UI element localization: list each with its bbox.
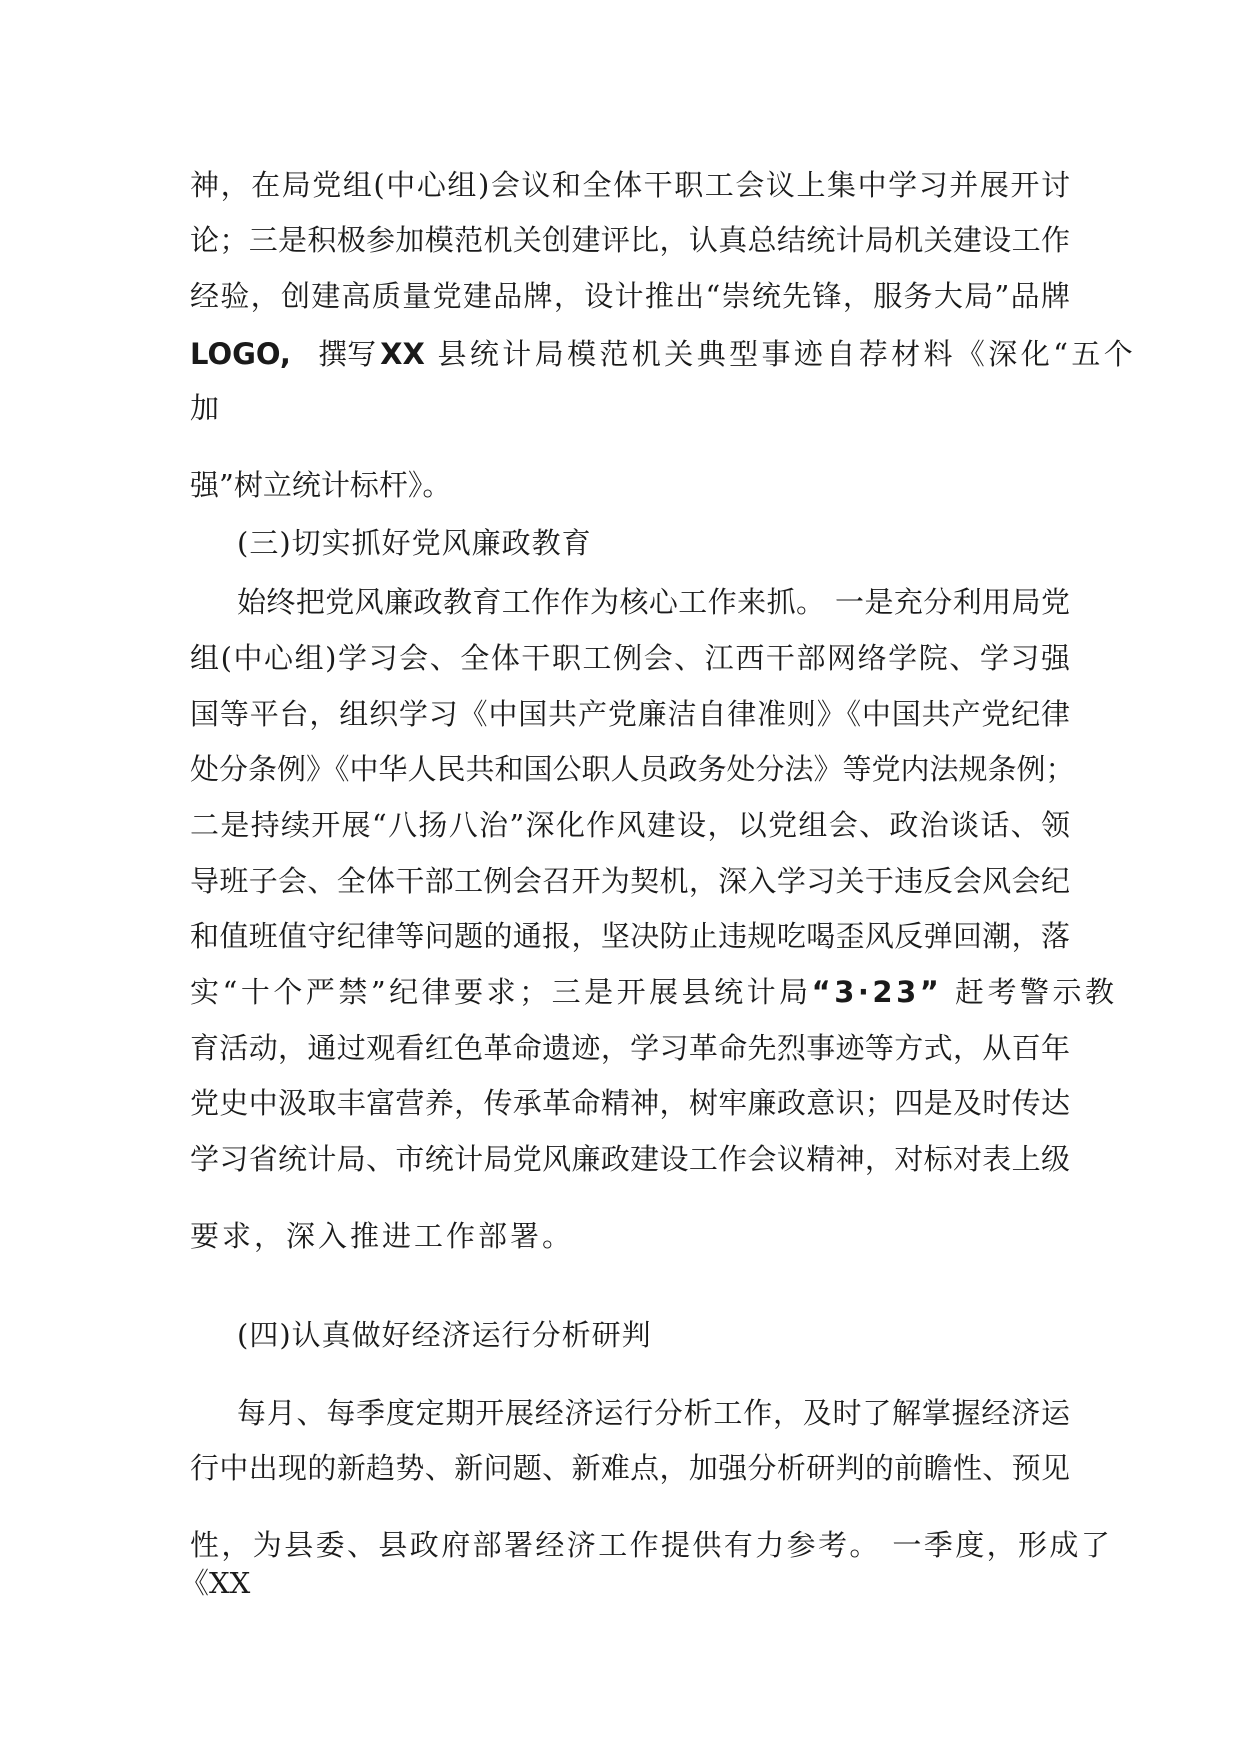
paragraph-line: 论；三是积极参加模范机关创建评比，认真总结统计局机关建设工作 [190, 223, 1070, 257]
paragraph-line: 经验，创建高质量党建品牌，设计推出“崇统先锋，服务大局”品牌 [190, 279, 1070, 313]
text-segment: 撰写 [308, 337, 377, 371]
text-segment: 实“十个严禁”纪律要求；三是开展县统计局 [190, 975, 812, 1009]
paragraph-line: 要求，深入推进工作部署。 [190, 1219, 575, 1253]
paragraph-line: 强”树立统计标杆》。 [190, 468, 452, 502]
paragraph-line: 党史中汲取丰富营养，传承革命精神，树牢廉政意识；四是及时传达 [190, 1086, 1070, 1120]
text-segment: 县统计局模范机关典型事迹自荐材料《深化“五个 [424, 337, 1137, 371]
paragraph-line: 组(中心组)学习会、全体干职工例会、江西干部网络学院、学习强 [190, 641, 1070, 675]
county-name-bold: XX [380, 337, 425, 371]
paragraph-line: 育活动，通过观看红色革命遗迹，学习革命先烈事迹等方式，从百年 [190, 1031, 1070, 1065]
paragraph-line-mixed [190, 334, 1137, 374]
paragraph-line: 行中出现的新趋势、新问题、新难点，加强分析研判的前瞻性、预见 [190, 1451, 1070, 1485]
paragraph-line: 加 [190, 391, 220, 425]
paragraph-line-mixed [190, 972, 1118, 1012]
paragraph-line: 导班子会、全体干部工例会召开为契机，深入学习关于违反会风会纪 [190, 864, 1070, 898]
paragraph-line: 《XX [180, 1566, 251, 1600]
paragraph-line: 国等平台，组织学习《中国共产党廉洁自律准则》《中国共产党纪律 [190, 697, 1070, 731]
section-heading-4: (四)认真做好经济运行分析研判 [237, 1318, 652, 1352]
logo-text: LOGO, [190, 337, 291, 371]
paragraph-line: 处分条例》《中华人民共和国公职人员政务处分法》等党内法规条例； [190, 752, 1075, 786]
section-heading-3: (三)切实抓好党风廉政教育 [237, 526, 592, 560]
paragraph-line: 每月、每季度定期开展经济运行分析工作，及时了解掌握经济运 [237, 1396, 1070, 1430]
paragraph-line: 性，为县委、县政府部署经济工作提供有力参考。 一季度，形成了 [190, 1528, 1113, 1562]
paragraph-line: 始终把党风廉政教育工作作为核心工作来抓。 一是充分利用局党 [237, 585, 1070, 619]
paragraph-line: 神，在局党组(中心组)会议和全体干职工会议上集中学习并展开讨 [190, 168, 1070, 202]
paragraph-line: 和值班值守纪律等问题的通报，坚决防止违规吃喝歪风反弹回潮，落 [190, 919, 1070, 953]
date-bold: “3·23” [811, 975, 943, 1009]
text-segment: 赶考警示教 [942, 975, 1118, 1009]
paragraph-line: 学习省统计局、市统计局党风廉政建设工作会议精神，对标对表上级 [190, 1142, 1070, 1176]
paragraph-line: 二是持续开展“八扬八治”深化作风建设，以党组会、政治谈话、领 [190, 808, 1070, 842]
